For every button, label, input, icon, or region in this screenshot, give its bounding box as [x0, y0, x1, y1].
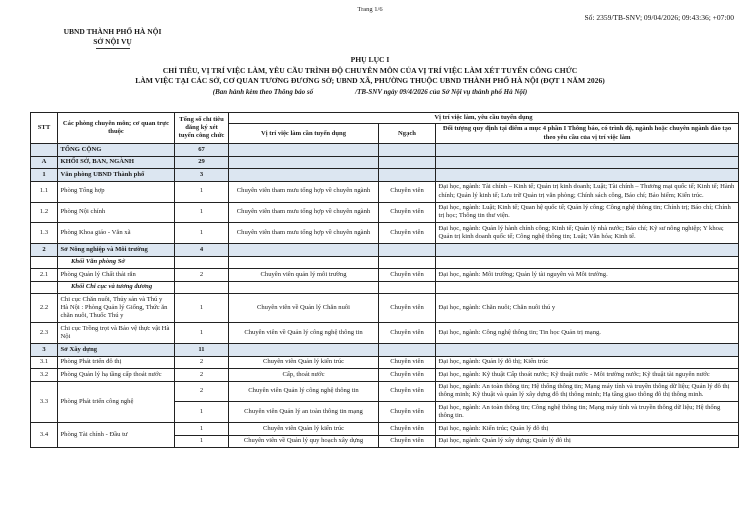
- table-cell: Phòng Phát triển công nghệ: [58, 381, 175, 423]
- table-cell: Chuyên viên về Quản lý Chăn nuôi: [229, 294, 379, 323]
- table-cell: [379, 169, 436, 181]
- table-cell: [229, 244, 379, 256]
- table-cell: 1: [175, 323, 229, 344]
- table-cell: [436, 344, 739, 356]
- table-cell: [379, 344, 436, 356]
- table-cell: 1.1: [31, 181, 58, 202]
- table-cell: Chi cục Chăn nuôi, Thủy sản và Thú y Hà Nội : Phòng Quản lý Giống, Thức ăn chăn nuôi, Thuốc Thú y: [58, 294, 175, 323]
- table-cell: Phòng Quản lý Chất thải rắn: [58, 269, 175, 281]
- table-cell: 4: [175, 244, 229, 256]
- title-block: [0, 55, 740, 98]
- table-header: [31, 113, 739, 144]
- header-group: Vị trí việc làm, yêu cầu tuyển dụng: [229, 113, 739, 124]
- table-cell: 1: [175, 423, 229, 435]
- table-row: [31, 244, 739, 256]
- table-cell: Chuyên viên: [379, 323, 436, 344]
- doc-number-stamp: Số: 2359/TB-SNV; 09/04/2026; 09:43:36; +07:00: [584, 13, 734, 22]
- table-cell: Chuyên viên: [379, 294, 436, 323]
- table-cell: Văn phòng UBND Thành phố: [58, 169, 175, 181]
- table-cell: Đại học, ngành: Quản lý xây dựng; Quản lý đô thị: [436, 435, 739, 447]
- table-cell: 3.1: [31, 356, 58, 368]
- table-cell: [379, 144, 436, 156]
- header-rank: Ngạch: [379, 124, 436, 144]
- table-cell: Chuyên viên Quản lý kiến trúc: [229, 423, 379, 435]
- table-cell: Đại học, ngành: Quản lý hành chính công; Kinh tế; Quản lý nhà nước; Báo chí; Kỹ sư nông nghiệp; Y khoa; Quản trị kinh doanh quốc tế; Công nghệ thông tin; Luật; Văn hóa; Kinh tế.: [436, 223, 739, 244]
- table-row: [31, 323, 739, 344]
- table-cell: Đại học, ngành: An toàn thông tin; Công nghệ thông tin; Mạng máy tính và truyền thông dữ liệu; Hệ thống thông tin.: [436, 402, 739, 423]
- table-row: [31, 381, 739, 402]
- table-cell: Đại học, ngành: Quản lý đô thị; Kiến trúc: [436, 356, 739, 368]
- table-cell: Đại học, ngành: Kỹ thuật Cấp thoát nước; Kỹ thuật nước - Môi trường nước; Kỹ thuật tài nguyên nước: [436, 369, 739, 381]
- table-cell: 11: [175, 344, 229, 356]
- table-cell: Đại học, ngành: Chăn nuôi; Chăn nuôi thú y: [436, 294, 739, 323]
- table-cell: A: [31, 156, 58, 168]
- table-cell: Chuyên viên: [379, 269, 436, 281]
- table-row: [31, 269, 739, 281]
- table-cell: 1: [31, 169, 58, 181]
- table-cell: 2.1: [31, 269, 58, 281]
- table-cell: Khối Chi cục và tương đương: [58, 281, 175, 293]
- table-cell: 2: [175, 356, 229, 368]
- table-row: [31, 169, 739, 181]
- table-cell: Chuyên viên: [379, 435, 436, 447]
- table-cell: 3: [31, 344, 58, 356]
- table-row: [31, 223, 739, 244]
- table-cell: Đại học, ngành: Tài chính – Kinh tế; Quản trị kinh doanh; Luật; Tài chính – Thương mại quốc tế; Kinh tế; Hành chính; Quản lý kinh tế; Lưu trữ Quản trị văn phòng; Chính sách công, Báo chí; Bảo hiểm; Kiến trúc.: [436, 181, 739, 202]
- table-cell: 3: [175, 169, 229, 181]
- table-cell: [229, 144, 379, 156]
- table-cell: Chuyên viên về Quản lý công nghệ thông tin: [229, 323, 379, 344]
- header-requirement: Đối tượng quy định tại điểm a mục 4 phần I Thông báo, có trình độ, ngành hoặc chuyên ngành đào tạo theo yêu cầu của vị trí việc làm: [436, 124, 739, 144]
- table-cell: [436, 256, 739, 268]
- table-cell: [379, 244, 436, 256]
- header-quota: Tổng số chỉ tiêu đăng ký xét tuyển công chức: [175, 113, 229, 144]
- table-cell: [229, 256, 379, 268]
- header-position: Vị trí việc làm cần tuyển dụng: [229, 124, 379, 144]
- table-cell: Chuyên viên Quản lý an toàn thông tin mạng: [229, 402, 379, 423]
- org-underline: [96, 48, 130, 49]
- table-cell: 1: [175, 294, 229, 323]
- table-cell: Chuyên viên quản lý môi trường: [229, 269, 379, 281]
- table-row: [31, 181, 739, 202]
- table-cell: [379, 281, 436, 293]
- table-cell: Sở Xây dựng: [58, 344, 175, 356]
- table-cell: [31, 144, 58, 156]
- table-cell: 3.3: [31, 381, 58, 423]
- table-cell: Khối Văn phòng Sở: [58, 256, 175, 268]
- sub-title: LÀM VIỆC TẠI CÁC SỞ, CƠ QUAN TƯƠNG ĐƯƠNG SỞ; UBND XÃ, PHƯỜNG THUỘC UBND THÀNH PHỐ HÀ NỘI (ĐỢT 1 NĂM 2026): [135, 76, 605, 86]
- table-cell: Chuyên viên Quản lý kiến trúc: [229, 356, 379, 368]
- positions-table: [30, 112, 739, 448]
- table-cell: Chuyên viên: [379, 369, 436, 381]
- table-row: [31, 156, 739, 168]
- main-title: CHỈ TIÊU, VỊ TRÍ VIỆC LÀM, YÊU CẦU TRÌNH ĐỘ CHUYÊN MÔN CỦA VỊ TRÍ VIỆC LÀM XÉT TUYỂN CÔNG CHỨC: [162, 65, 578, 75]
- header-dept: Các phòng chuyên môn; cơ quan trực thuộc: [58, 113, 175, 144]
- table-cell: Phòng Khoa giáo - Văn xã: [58, 223, 175, 244]
- table-cell: Chuyên viên: [379, 181, 436, 202]
- table-cell: 2.2: [31, 294, 58, 323]
- table-cell: 1: [175, 202, 229, 223]
- org-name: UBND THÀNH PHỐ HÀ NỘI: [63, 27, 162, 36]
- table-cell: Chuyên viên: [379, 423, 436, 435]
- table-row: [31, 423, 739, 435]
- table-cell: Đại học, ngành: Môi trường; Quản lý tài nguyên và Môi trường.: [436, 269, 739, 281]
- table-row: [31, 202, 739, 223]
- issue-note-left: (Ban hành kèm theo Thông báo số: [212, 87, 314, 96]
- table-cell: 67: [175, 144, 229, 156]
- table-cell: 1: [175, 181, 229, 202]
- appendix-title: PHỤ LỤC I: [350, 55, 390, 64]
- dept-name: SỞ NỘI VỤ: [93, 37, 132, 47]
- table-cell: 1.3: [31, 223, 58, 244]
- header-stt: STT: [31, 113, 58, 144]
- table-cell: Chuyên viên: [379, 202, 436, 223]
- table-cell: Phòng Nội chính: [58, 202, 175, 223]
- table-cell: 2.3: [31, 323, 58, 344]
- table-cell: Phòng Quản lý hạ tầng cấp thoát nước: [58, 369, 175, 381]
- table-cell: [436, 244, 739, 256]
- table-row: [31, 281, 739, 293]
- table-cell: [379, 256, 436, 268]
- table-cell: Chi cục Trồng trọt và Bảo vệ thực vật Hà Nội: [58, 323, 175, 344]
- table-cell: [436, 169, 739, 181]
- table-row: [31, 369, 739, 381]
- table-cell: 2: [31, 244, 58, 256]
- table-body: [31, 144, 739, 448]
- table-cell: [379, 156, 436, 168]
- table-cell: [229, 344, 379, 356]
- table-cell: Phòng Tổng hợp: [58, 181, 175, 202]
- table-cell: 1: [175, 435, 229, 447]
- table-row: [31, 256, 739, 268]
- table-cell: Sở Nông nghiệp và Môi trường: [58, 244, 175, 256]
- table-cell: 3.2: [31, 369, 58, 381]
- table-row: [31, 356, 739, 368]
- table-row: [31, 344, 739, 356]
- table-cell: KHỐI SỞ, BAN, NGÀNH: [58, 156, 175, 168]
- table-cell: [31, 281, 58, 293]
- table-cell: Đại học, ngành: Kiến trúc; Quản lý đô thị: [436, 423, 739, 435]
- table-cell: Chuyên viên: [379, 356, 436, 368]
- table-cell: TỔNG CỘNG: [58, 144, 175, 156]
- table-cell: Chuyên viên tham mưu tổng hợp về chuyên ngành: [229, 223, 379, 244]
- table-cell: 2: [175, 369, 229, 381]
- table-cell: [229, 156, 379, 168]
- table-cell: [436, 144, 739, 156]
- issue-note-right: /TB-SNV ngày 09/4/2026 của Sở Nội vụ thành phố Hà Nội): [355, 87, 528, 96]
- table-cell: 1: [175, 223, 229, 244]
- table-cell: 3.4: [31, 423, 58, 448]
- table-cell: Chuyên viên: [379, 402, 436, 423]
- table-cell: Chuyên viên về Quản lý quy hoạch xây dựng: [229, 435, 379, 447]
- table-cell: 2: [175, 269, 229, 281]
- table-row: [31, 294, 739, 323]
- table-cell: Chuyên viên tham mưu tổng hợp về chuyên ngành: [229, 181, 379, 202]
- table-cell: 29: [175, 156, 229, 168]
- table-cell: Phòng Phát triển đô thị: [58, 356, 175, 368]
- table-cell: [175, 256, 229, 268]
- issue-note: [0, 88, 740, 98]
- table-cell: Phòng Tài chính - Đầu tư: [58, 423, 175, 448]
- table-cell: Chuyên viên tham mưu tổng hợp về chuyên ngành: [229, 202, 379, 223]
- table-cell: Chuyên viên: [379, 381, 436, 402]
- table-cell: Chuyên viên Quản lý công nghệ thông tin: [229, 381, 379, 402]
- table-cell: 1.2: [31, 202, 58, 223]
- issuing-org-block: [30, 27, 195, 49]
- table-cell: Đại học, ngành: Công nghệ thông tin; Tin học Quản trị mạng.: [436, 323, 739, 344]
- table-cell: [436, 281, 739, 293]
- table-cell: Đại học, ngành: An toàn thông tin; Hệ thống thông tin; Mạng máy tính và truyền thông dữ liệu; Quản lý đô thị thông minh; Kỹ thuật và quản lý xây dựng đô thị thông minh; Hạ tầng giao thông đô thị thông minh.: [436, 381, 739, 402]
- table-cell: Cấp, thoát nước: [229, 369, 379, 381]
- table-cell: [436, 156, 739, 168]
- page-indicator: Trang 1/6: [357, 6, 383, 13]
- table-cell: 2: [175, 381, 229, 402]
- table-cell: Chuyên viên: [379, 223, 436, 244]
- table-cell: [229, 281, 379, 293]
- table-cell: Đại học, ngành: Luật; Kinh tế; Quan hệ quốc tế; Quản lý công; Công nghệ thông tin; Chính trị; Báo chí; Chính trị học; Thông tin thư viện.: [436, 202, 739, 223]
- table-cell: [31, 256, 58, 268]
- table-cell: [175, 281, 229, 293]
- table-cell: [229, 169, 379, 181]
- table-row: [31, 144, 739, 156]
- table-cell: 1: [175, 402, 229, 423]
